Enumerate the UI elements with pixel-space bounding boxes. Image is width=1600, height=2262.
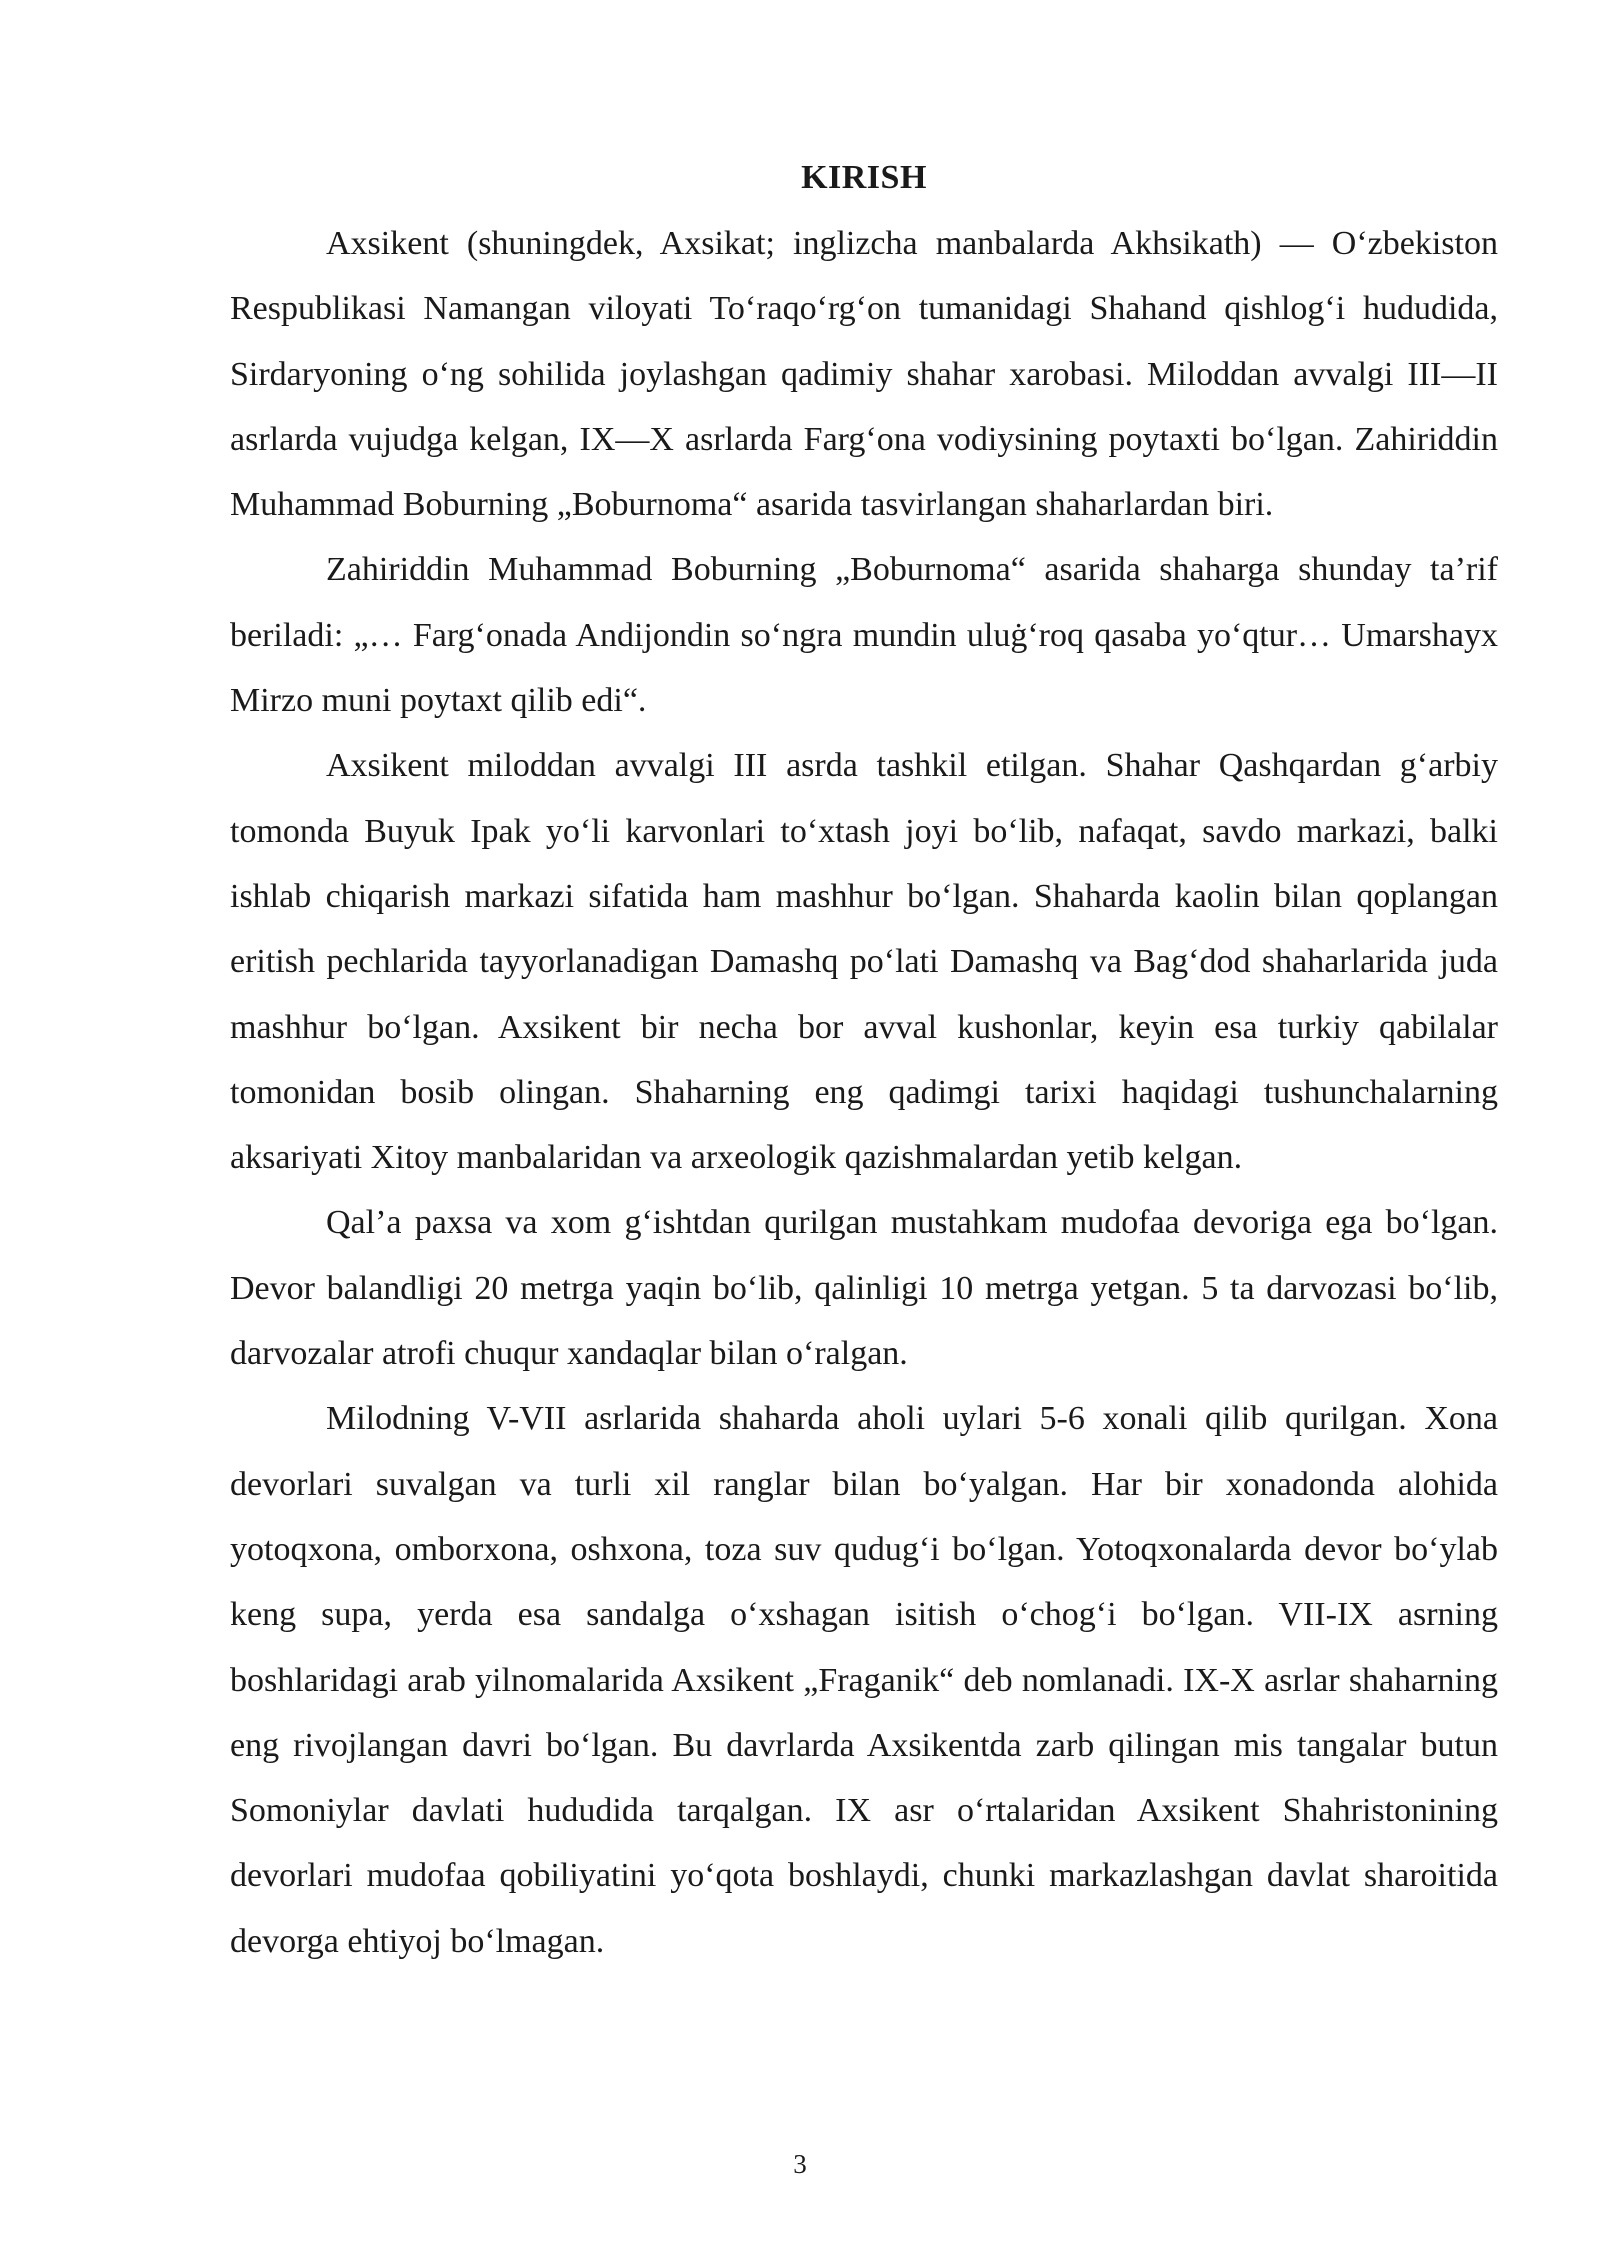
page-number: 3 <box>793 2149 807 2179</box>
paragraph: Milodning V-VII asrlarida shaharda aholi uylari 5-6 xonali qilib qurilgan. Xona devorlari suvalgan va turli xil ranglar bilan boʻyalgan. Har bir xonadonda alohida yotoqxona, omborxona, oshxona, toza suv qudugʻi boʻlgan. Yotoqxonalarda devor boʻylab keng supa, yerda esa sandalga oʻxshagan isitish oʻchogʻi boʻlgan. VII-IX asrning boshlaridagi arab yilnomalarida Axsikent „Fraganik“ deb nomlanadi. IX-X asrlar shaharning eng rivojlangan davri boʻlgan. Bu davrlarda Axsikentda zarb qilingan mis tangalar butun Somoniylar davlati hududida tarqalgan. IX asr oʻrtalaridan Axsikent Shahristonining devorlari mudofaa qobiliyatini yoʻqota boshlaydi, chunki markazlashgan davlat sharoitida devorga ehtiyoj boʻlmagan. <box>230 1400 1498 1960</box>
paragraph: Axsikent (shuningdek, Axsikat; inglizcha manbalarda Akhsikath) — Oʻzbekiston Respublikasi Namangan viloyati Toʻraqoʻrgʻon tumanidagi Shahand qishlogʻi hududida, Sirdaryoning oʻng sohilida joylashgan qadimiy shahar xarobasi. Miloddan avvalgi III—II asrlarda vujudga kelgan, IX—X asrlarda Fargʻona vodiysining poytaxti boʻlgan. Zahiriddin Muhammad Boburning „Boburnoma“ asarida tasvirlangan shaharlardan biri. <box>230 225 1498 524</box>
page-content <box>230 145 1498 1974</box>
paragraph: Axsikent miloddan avvalgi III asrda tashkil etilgan. Shahar Qashqardan gʻarbiy tomonda Buyuk Ipak yoʻli karvonlari toʻxtash joyi boʻlib, nafaqat, savdo markazi, balki ishlab chiqarish markazi sifatida ham mashhur boʻlgan. Shaharda kaolin bilan qoplangan eritish pechlarida tayyorlanadigan Damashq poʻlati Damashq va Bagʻdod shaharlarida juda mashhur boʻlgan. Axsikent bir necha bor avval kushonlar, keyin esa turkiy qabilalar tomonidan bosib olingan. Shaharning eng qadimgi tarixi haqidagi tushunchalarning aksariyati Xitoy manbalaridan va arxeologik qazishmalardan yetib kelgan. <box>230 747 1498 1177</box>
paragraph: Zahiriddin Muhammad Boburning „Boburnoma“ asarida shaharga shunday ta’rif beriladi: „… Fargʻonada Andijondin soʻngra mundin uluġʻroq qasaba yoʻqtur… Umarshayx Mirzo muni poytaxt qilib edi“. <box>230 551 1498 720</box>
paragraph: Qal’a paxsa va xom gʻishtdan qurilgan mustahkam mudofaa devoriga ega boʻlgan. Devor balandligi 20 metrga yaqin boʻlib, qalinligi 10 metrga yetgan. 5 ta darvozasi boʻlib, darvozalar atrofi chuqur xandaqlar bilan oʻralgan. <box>230 1204 1498 1373</box>
page-title: KIRISH <box>801 159 927 196</box>
